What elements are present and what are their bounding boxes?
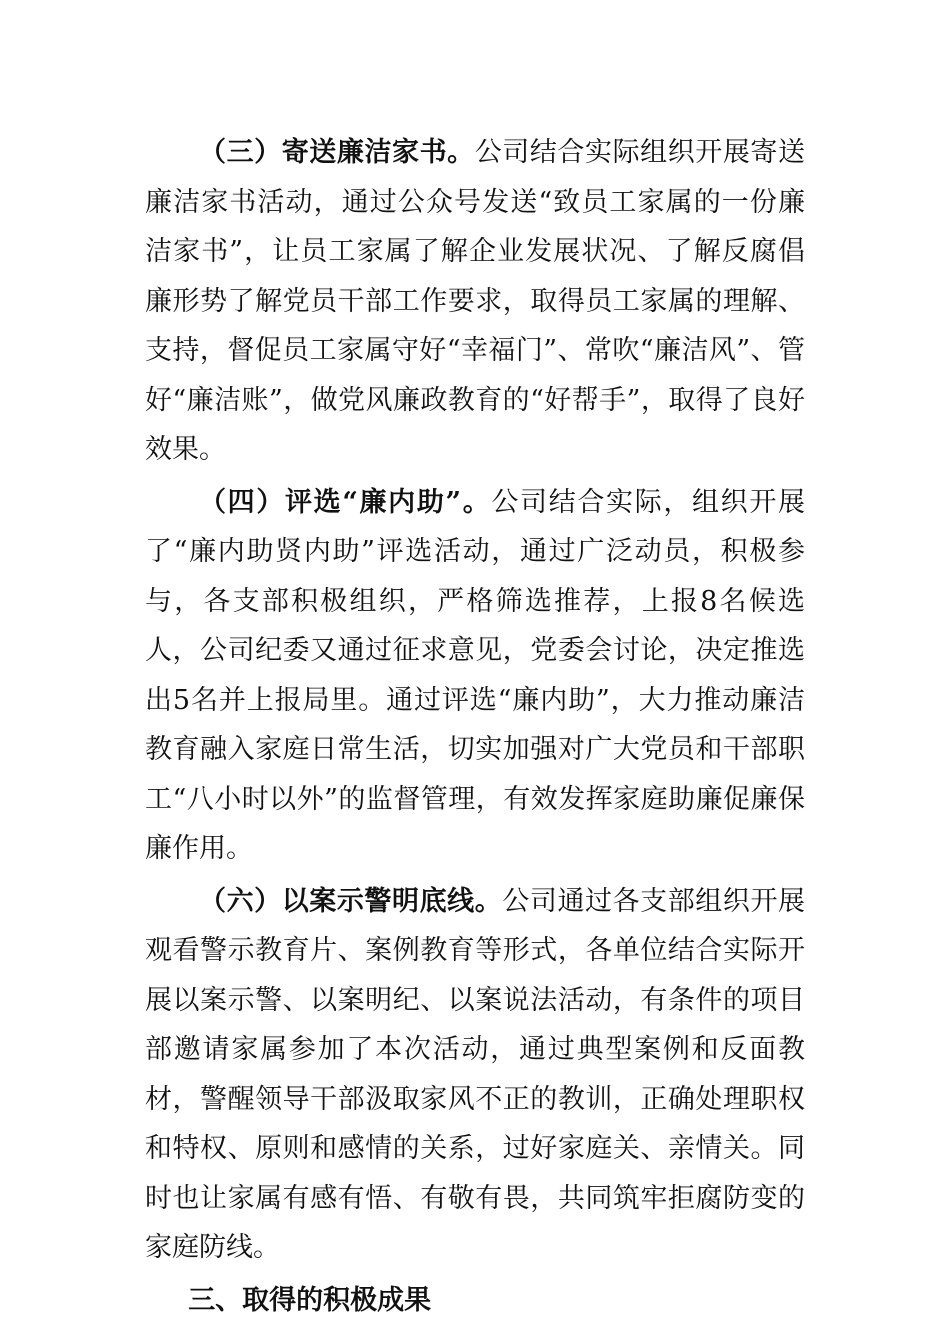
paragraph-send-letters xyxy=(145,128,805,475)
document-page xyxy=(145,128,805,1325)
paragraph-body: 公司结合实际，组织开展了“廉内助贤内助”评选活动，通过广泛动员，积极参与，各支部积极组织，严格筛选推荐，上报8名候选人，公司纪委又通过征求意见，党委会讨论，决定推选出5名并上报局里。通过评选“廉内助”，大力推动廉洁教育融入家庭日常生活，切实加强对广大党员和干部职工“八小时以外”的监督管理，有效发挥家庭助廉促廉保廉作用。 xyxy=(145,486,806,864)
paragraph-select-lianneizhu xyxy=(145,478,805,874)
paragraph-body: 公司通过各支部组织开展观看警示教育片、案例教育等形式，各单位结合实际开展以案示警、以案明纪、以案说法活动，有条件的项目部邀请家属参加了本次活动，通过典型案例和反面教材，警醒领导干部汲取家风不正的教训，正确处理职权和特权、原则和感情的关系，过好家庭关、亲情关。同时也让家属有感有悟、有敬有畏，共同筑牢拒腐防变的家庭防线。 xyxy=(145,885,806,1263)
paragraph-heading: （六）以案示警明底线。 xyxy=(199,885,503,917)
paragraph-heading: （三）寄送廉洁家书。 xyxy=(199,137,475,168)
section-heading: 三、取得的积极成果 xyxy=(188,1284,432,1316)
paragraph-body: 公司结合实际组织开展寄送廉洁家书活动，通过公众号发送“致员工家属的一份廉洁家书”，让员工家属了解企业发展状况、了解反腐倡廉形势了解党员干部工作要求，取得员工家属的理解、支持，督促员工家属守好“幸福门”、常吹“廉洁风”、管好“廉洁账”，做党风廉政教育的“好帮手”，取得了良好效果。 xyxy=(145,137,806,465)
paragraph-case-warning xyxy=(145,877,805,1273)
paragraph-heading: （四）评选“廉内助”。 xyxy=(199,486,492,518)
